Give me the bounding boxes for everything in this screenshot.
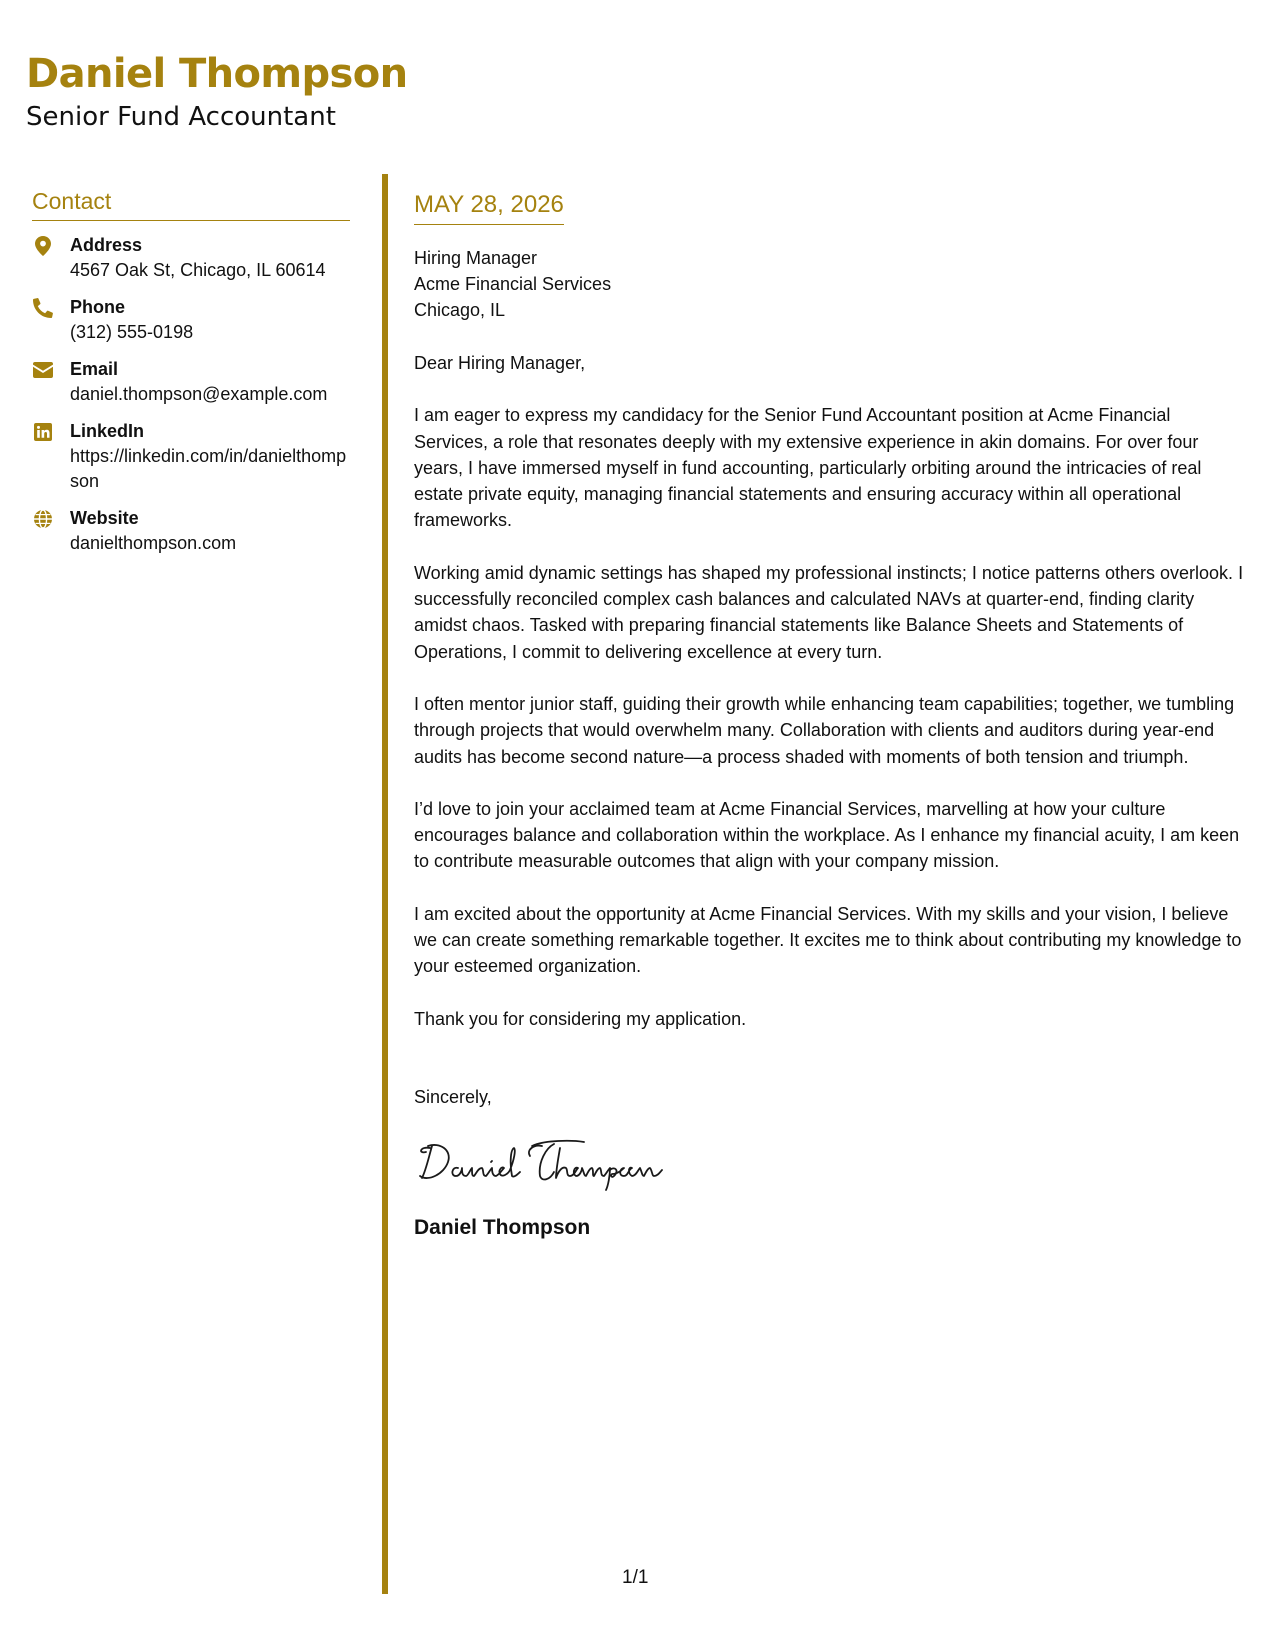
vertical-divider <box>382 174 388 1594</box>
body-paragraph: I often mentor junior staff, guiding their growth while enhancing team capabilities; together, we tumbling through projects that would overwhelm many. Collaboration with clients and auditors during year-end audits has become second nature—a process shaded with moments of both tension and triumph. <box>414 693 1235 767</box>
phone-value: (312) 555-0198 <box>70 322 194 342</box>
recipient-block <box>414 245 1244 323</box>
recipient-line: Hiring Manager <box>414 248 538 268</box>
contact-item-phone <box>32 295 350 345</box>
letter-body <box>414 190 1244 1242</box>
salutation: Dear Hiring Manager, <box>414 353 586 373</box>
address-value: 4567 Oak St, Chicago, IL 60614 <box>70 260 326 280</box>
page-number: 1/1 <box>622 1567 649 1588</box>
contact-item-email <box>32 357 350 407</box>
website-value[interactable]: danielthompson.com <box>70 533 237 553</box>
signer-name: Daniel Thompson <box>414 1216 591 1240</box>
body-paragraph: I am excited about the opportunity at Acme Financial Services. With my skills and your vision, I believe we can create something remarkable together. It excites me to think about contributing my knowledge to your esteemed organization. <box>414 903 1242 977</box>
body-paragraph: Working amid dynamic settings has shaped my professional instincts; I notice patterns others overlook. I successfully reconciled complex cash balances and calculated NAVs at quarter-end, finding clarity amidst chaos. Tasked with preparing financial statements like Balance Sheets and Statements of Operations, I commit to delivering excellence at every turn. <box>414 562 1244 662</box>
contact-sidebar <box>32 186 350 568</box>
contact-item-website <box>32 506 350 556</box>
contact-item-linkedin <box>32 419 350 494</box>
contact-heading: Contact <box>32 186 350 221</box>
body-paragraph: Thank you for considering my application. <box>414 1008 747 1029</box>
applicant-title: Senior Fund Accountant <box>26 102 336 132</box>
body-paragraph: I am eager to express my candidacy for the Senior Fund Accountant position at Acme Financial Services, a role that resonates deeply with my extensive experience in akin domains. For over four years, I have immersed myself in fund accounting, particularly orbiting around the intricacies of real estate private equity, managing financial statements and ensuring accuracy within all operational frameworks. <box>414 405 1202 531</box>
body-paragraph: I’d love to join your acclaimed team at Acme Financial Services, marvelling at how your culture encourages balance and collaboration within the workplace. As I enhance my financial acuity, I am keen to contribute measurable outcomes that align with your company mission. <box>414 798 1240 872</box>
contact-item-address <box>32 233 350 283</box>
applicant-name: Daniel Thompson <box>26 51 408 97</box>
contact-label: Email <box>70 359 119 379</box>
recipient-line: Chicago, IL <box>414 300 506 320</box>
email-value[interactable]: daniel.thompson@example.com <box>70 384 328 404</box>
phone-icon <box>32 297 54 319</box>
letter-date: MAY 28, 2026 <box>414 190 564 225</box>
contact-label: Website <box>70 508 139 528</box>
recipient-line: Acme Financial Services <box>414 274 612 294</box>
contact-label: Phone <box>70 297 126 317</box>
linkedin-icon <box>32 421 54 443</box>
map-pin-icon <box>32 235 54 257</box>
globe-icon <box>32 508 54 530</box>
linkedin-value[interactable]: https://linkedin.com/in/danielthompson <box>70 446 347 491</box>
contact-label: LinkedIn <box>70 421 145 441</box>
envelope-icon <box>32 359 54 381</box>
handwritten-signature <box>414 1132 1244 1194</box>
closing: Sincerely, <box>414 1086 492 1107</box>
contact-label: Address <box>70 235 143 255</box>
letter-header <box>26 48 407 134</box>
